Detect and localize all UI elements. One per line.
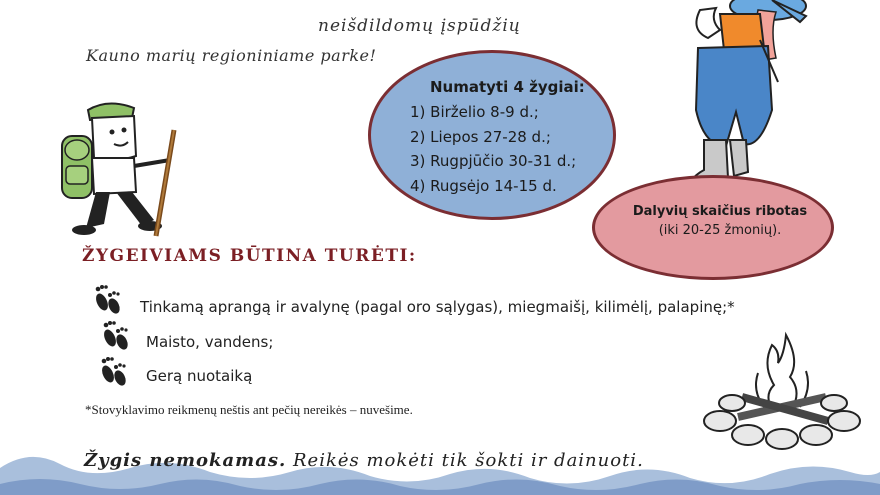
hikes-title: Numatyti 4 žygiai: xyxy=(430,78,585,96)
campfire-illustration xyxy=(702,325,862,455)
footprint-icon xyxy=(96,354,130,388)
requirement-item: Tinkamą aprangą ir avalynę (pagal oro sąlygas), miegmaišį, kilimėlį, palapinę;* xyxy=(140,298,735,316)
requirement-item: Gerą nuotaiką xyxy=(146,367,253,385)
hike-item: 4) Rugsėjo 14-15 d. xyxy=(410,176,557,195)
transport-note: *Stovyklavimo reikmenų neštis ant pečių nereikės – nuvešime. xyxy=(85,402,413,417)
girl-illustration xyxy=(660,0,820,190)
free-text xyxy=(84,450,644,471)
free-rest: Reikės mokėti tik šokti ir dainuoti. xyxy=(286,450,644,471)
hiker-illustration xyxy=(58,100,192,240)
requirements-title: ŽYGEIVIAMS BŪTINA TURĖTI: xyxy=(82,246,417,266)
footprint-icon xyxy=(98,318,132,352)
hike-item: 3) Rugpjūčio 30-31 d.; xyxy=(410,152,577,170)
hike-item: 2) Liepos 27-28 d.; xyxy=(410,127,551,146)
park-location: Kauno marių regioniniame parke! xyxy=(86,46,377,65)
participants-subtitle: (iki 20-25 žmonių). xyxy=(658,223,782,238)
hikes-panel xyxy=(410,78,610,198)
hike-item: 1) Birželio 8-9 d.; xyxy=(410,103,539,121)
requirement-item: Maisto, vandens; xyxy=(146,333,274,351)
participants-title: Dalyvių skaičius ribotas xyxy=(632,204,808,219)
free-label: Žygis nemokamas. xyxy=(84,450,287,471)
poster-subtitle: neišdildomų įspūdžių xyxy=(318,16,521,36)
footprint-icon xyxy=(90,282,124,316)
